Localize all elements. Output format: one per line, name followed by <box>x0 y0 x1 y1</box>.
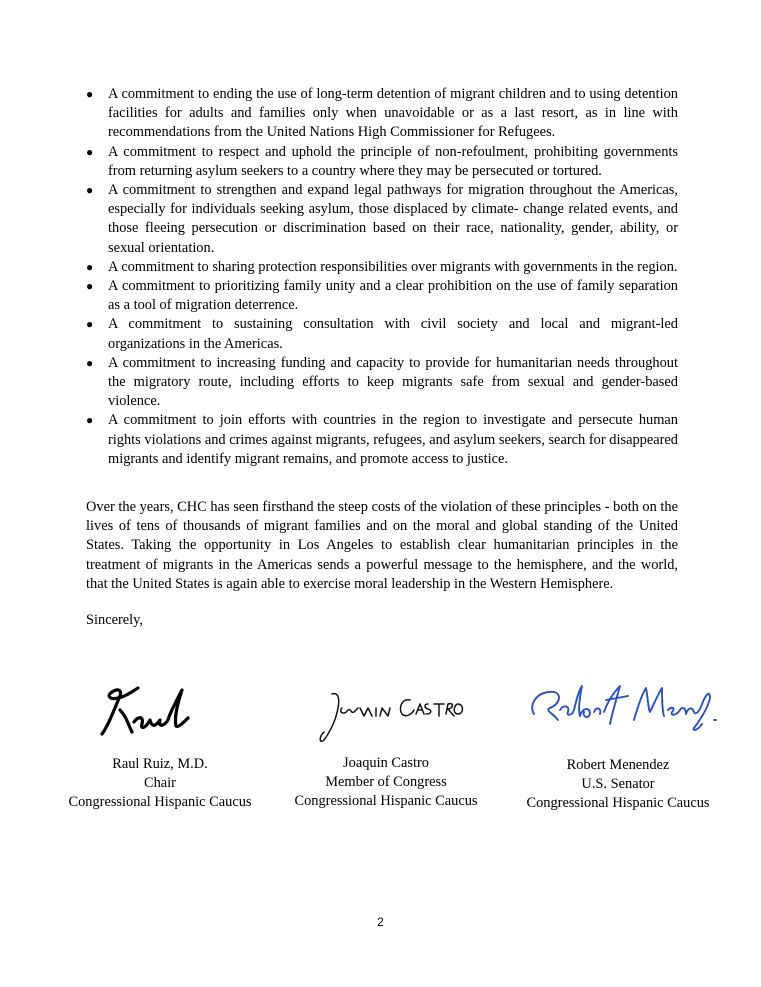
bullet-icon: ● <box>86 355 94 370</box>
closing-paragraph: Over the years, CHC has seen firsthand the steep costs of the violation of these principles - both on the lives of tens of thousands of migrant families and on the moral and global standing of the United States. Taking the opportunity in Los Angeles to establish clear humanitarian principles in the treatment of migrants in the Americas sends a powerful message to the hemisphere, and the world, that the United States is again able to exercise moral leadership in the Western Hemisphere. <box>86 499 678 592</box>
signatory-organization: Congressional Hispanic Caucus <box>294 793 478 810</box>
commitment-text: A commitment to sustaining consultation with civil society and local and migrant-led organizations in the Americas. <box>108 316 678 352</box>
signatory-organization: Congressional Hispanic Caucus <box>68 794 252 811</box>
commitment-text: A commitment to sharing protection responsibilities over migrants with governments in the region. <box>108 258 678 275</box>
bullet-icon: ● <box>86 413 94 428</box>
signatory-block-raul-ruiz <box>60 755 260 813</box>
signatory-name: Raul Ruiz, M.D. <box>112 756 208 772</box>
signatory-title: Chair <box>144 775 176 792</box>
signature-robert-menendez <box>524 680 720 734</box>
page-number: 2 <box>377 915 384 929</box>
list-item <box>86 354 678 412</box>
commitment-text: A commitment to join efforts with countries in the region to investigate and persecute human rights violations and crimes against migrants, refugees, and asylum seekers, search for disappeared migrants and identify migrant remains, and promote access to justice. <box>108 412 678 467</box>
list-item <box>86 277 678 315</box>
signature-raul-ruiz <box>98 682 202 740</box>
commitment-text: A commitment to prioritizing family unity and a clear prohibition on the use of family separation as a tool of migration deterrence. <box>108 278 678 314</box>
valediction: Sincerely, <box>86 612 144 628</box>
commitment-text: A commitment to increasing funding and capacity to provide for humanitarian needs throughout the migratory route, including efforts to keep migrants safe from sexual and gender-based violence. <box>108 354 678 410</box>
bullet-icon: ● <box>86 87 94 101</box>
signature-joaquin-castro <box>318 686 468 744</box>
signatory-title: Member of Congress <box>325 774 447 791</box>
signatory-title: U.S. Senator <box>581 776 655 793</box>
list-item <box>86 315 678 353</box>
bullet-icon: ● <box>86 279 94 294</box>
bullet-icon: ● <box>86 259 94 274</box>
list-item <box>86 143 678 181</box>
list-item <box>86 411 678 469</box>
bullet-icon: ● <box>86 183 94 198</box>
list-item <box>86 85 678 143</box>
signatory-organization: Congressional Hispanic Caucus <box>526 795 710 812</box>
signatory-name: Joaquin Castro <box>343 755 429 771</box>
bullet-icon: ● <box>86 317 94 332</box>
commitment-text: A commitment to strengthen and expand legal pathways for migration throughout the Americas, especially for individuals seeking asylum, those displaced by climate- change related events, and those fleeing persecution or discrimination based on their race, nationality, gender, ability, or sexual orientation. <box>108 182 678 256</box>
bullet-icon: ● <box>86 144 94 159</box>
commitment-text: A commitment to respect and uphold the principle of non-refoulment, prohibiting governments from returning asylum seekers to a country where they may be persecuted or tortured. <box>108 143 678 179</box>
commitments-list <box>86 85 678 469</box>
commitment-text: A commitment to ending the use of long-term detention of migrant children and to using detention facilities for adults and families only when unavoidable or as a last resort, as in line with recommendations from the United Nations High Commissioner for Refugees. <box>108 86 678 141</box>
signatory-block-robert-menendez <box>518 756 718 814</box>
signatory-name: Robert Menendez <box>566 757 670 773</box>
list-item <box>86 181 678 258</box>
signatory-block-joaquin-castro <box>286 754 486 812</box>
list-item <box>86 258 678 277</box>
